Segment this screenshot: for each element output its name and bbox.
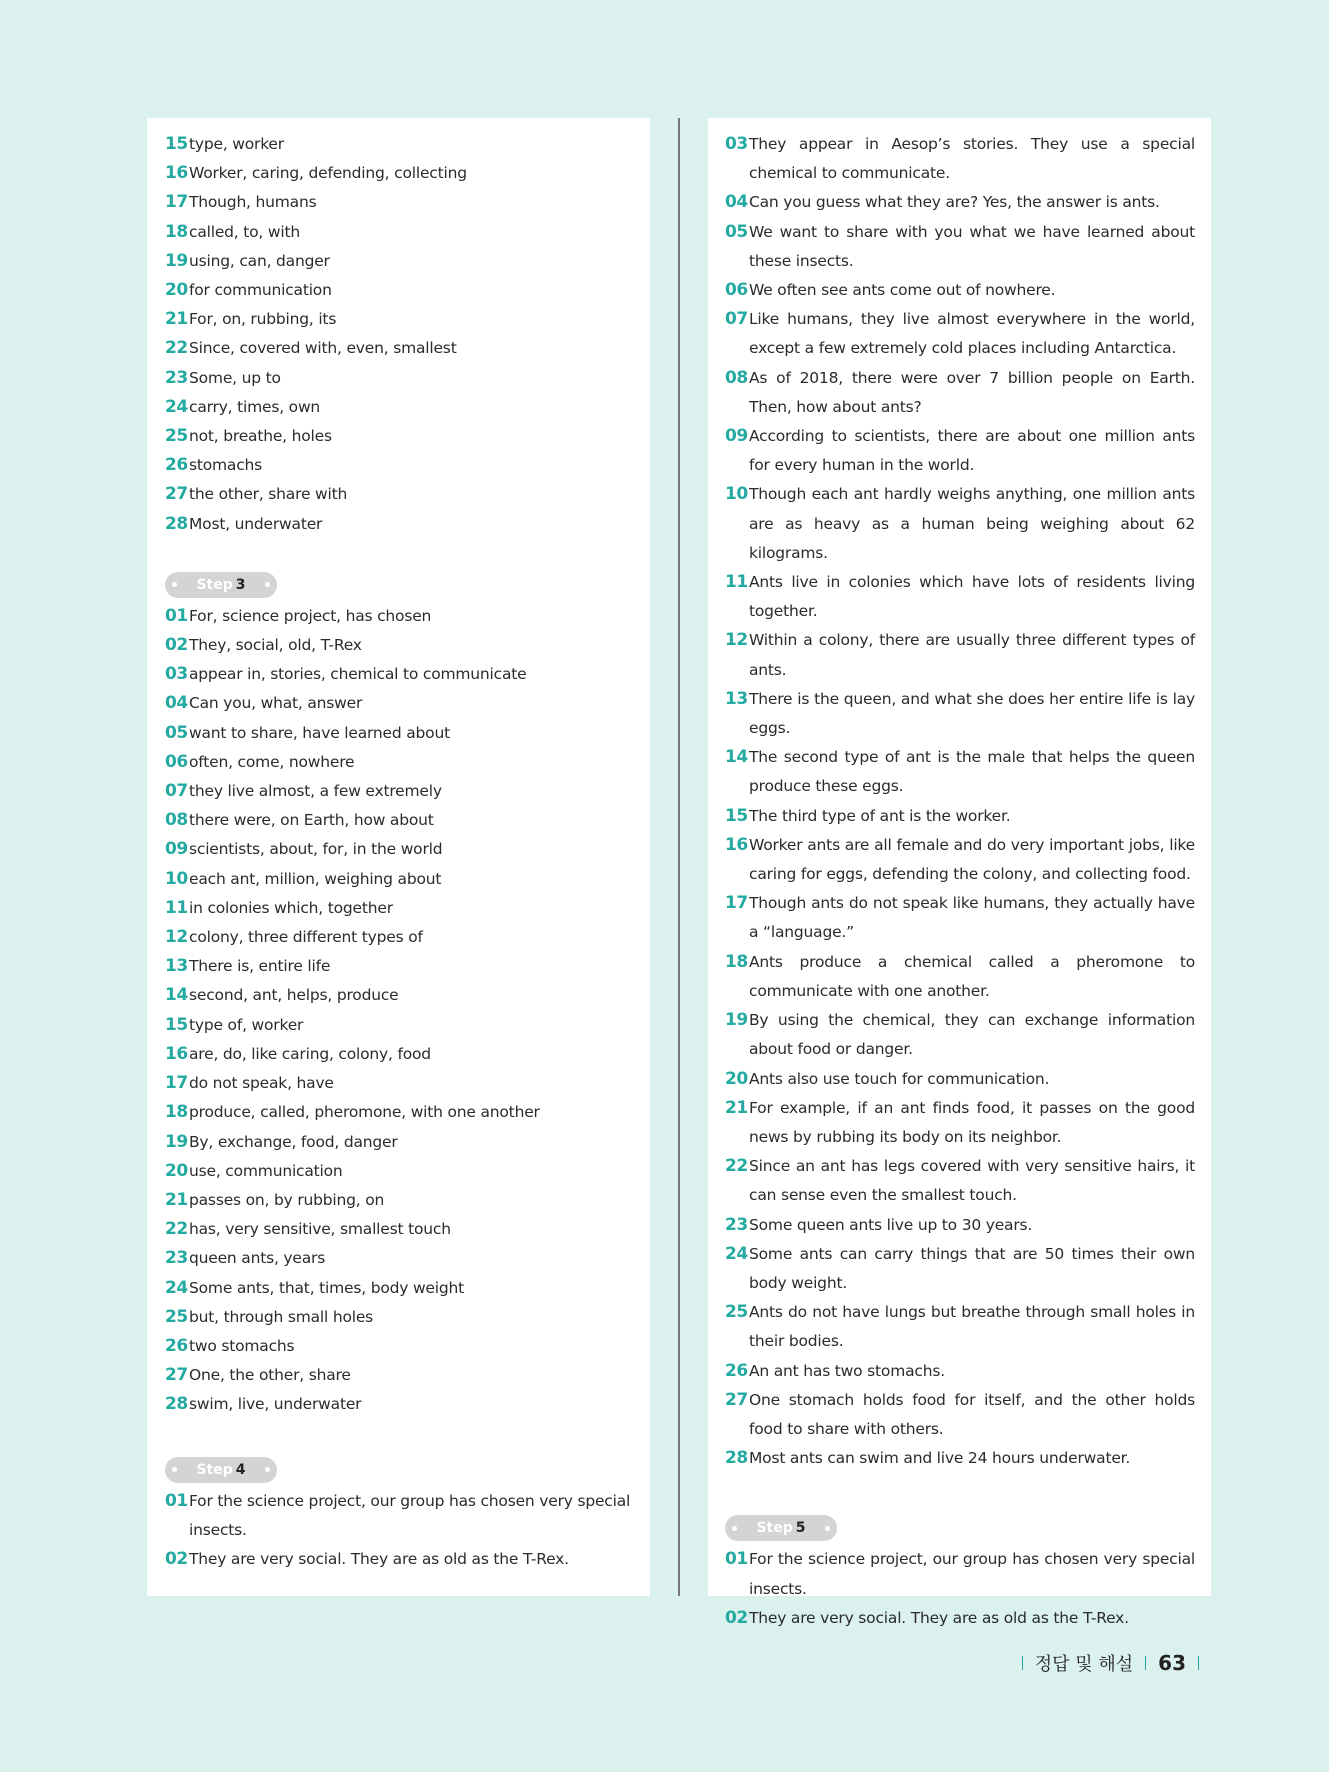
list-item	[165, 276, 634, 305]
list-item	[725, 218, 1195, 276]
item-number: 19	[165, 1131, 188, 1152]
item-number: 19	[725, 1010, 748, 1031]
list-item	[165, 748, 634, 777]
item-number: 20	[725, 1068, 748, 1089]
item-text: They appear in Aesop’s stories. They use a special chemical to communicate.	[749, 135, 1195, 183]
item-number: 01	[165, 605, 188, 626]
list-item	[725, 1545, 1195, 1603]
item-text: An ant has two stomachs.	[749, 1361, 945, 1380]
item-number: 02	[165, 635, 188, 656]
list-item	[165, 894, 634, 923]
item-text: Some queen ants live up to 30 years.	[749, 1215, 1033, 1234]
item-text: in colonies which, together	[189, 898, 393, 917]
item-text: are, do, like caring, colony, food	[189, 1044, 431, 1063]
list-item	[725, 1386, 1195, 1444]
list-item	[165, 689, 634, 718]
item-number: 12	[165, 927, 188, 948]
list-item	[165, 422, 634, 451]
item-number: 18	[725, 951, 748, 972]
list-item	[165, 981, 634, 1010]
item-text: stomachs	[189, 456, 263, 475]
item-number: 21	[165, 1189, 188, 1210]
item-text: For, science project, has chosen	[189, 606, 432, 625]
item-number: 27	[165, 484, 188, 505]
item-text: type, worker	[189, 135, 284, 153]
item-text: they live almost, a few extremely	[189, 782, 442, 801]
item-number: 13	[165, 956, 188, 977]
item-number: 21	[165, 309, 188, 330]
list-item	[165, 1487, 634, 1545]
item-text: There is, entire life	[189, 957, 331, 976]
item-number: 22	[165, 338, 188, 359]
list-item	[165, 393, 634, 422]
item-text: Since an ant has legs covered with very sensitive hairs, it can sense even the smallest touch.	[749, 1157, 1195, 1205]
list-item	[165, 923, 634, 952]
item-text: They are very social. They are as old as the T-Rex.	[189, 1549, 569, 1568]
item-text: There is the queen, and what she does her entire life is lay eggs.	[749, 689, 1195, 738]
step-number: 5	[795, 1520, 806, 1537]
list-item	[165, 865, 634, 894]
item-number: 19	[165, 250, 188, 271]
item-number: 03	[725, 134, 748, 154]
item-text: for communication	[189, 281, 332, 300]
list-item	[165, 159, 634, 188]
item-text: Most ants can swim and live 24 hours underwater.	[749, 1449, 1131, 1468]
page-footer	[1010, 1650, 1211, 1676]
item-number: 23	[725, 1214, 748, 1235]
item-number: 17	[165, 1073, 188, 1094]
item-text: Some ants can carry things that are 50 times their own body weight.	[749, 1244, 1195, 1292]
item-number: 08	[165, 810, 188, 831]
list-item	[725, 802, 1195, 831]
item-number: 26	[165, 1335, 188, 1356]
item-text: often, come, nowhere	[189, 752, 355, 771]
item-number: 15	[165, 134, 188, 154]
item-text: Ants live in colonies which have lots of residents living together.	[749, 573, 1195, 621]
item-text: appear in, stories, chemical to communicate	[189, 665, 527, 684]
list-item	[725, 568, 1195, 626]
item-text: For the science project, our group has chosen very special insects.	[749, 1550, 1195, 1598]
step-4-badge	[165, 1457, 277, 1483]
item-number: 28	[725, 1448, 748, 1469]
item-number: 10	[725, 484, 748, 505]
list-item	[165, 188, 634, 217]
step-word: Step	[756, 1520, 793, 1537]
step-3-badge	[165, 572, 277, 598]
list-item	[165, 1303, 634, 1332]
item-number: 14	[725, 747, 748, 768]
item-text: Worker ants are all female and do very important jobs, like caring for eggs, defending the colony, and collecting food.	[749, 835, 1195, 884]
list-item	[165, 130, 634, 159]
item-number: 23	[165, 1248, 188, 1269]
right-column	[708, 118, 1211, 1628]
list-item	[725, 1211, 1195, 1240]
item-number: 05	[725, 221, 748, 242]
item-number: 24	[725, 1243, 748, 1264]
item-number: 27	[165, 1365, 188, 1386]
list-item	[725, 743, 1195, 801]
item-text: each ant, million, weighing about	[189, 869, 442, 888]
item-text: We often see ants come out of nowhere.	[749, 281, 1056, 300]
left-column	[147, 118, 650, 1596]
item-text: produce, called, pheromone, with one another	[189, 1103, 540, 1122]
list-item	[165, 1011, 634, 1040]
list-item	[165, 1390, 634, 1419]
item-text: swim, live, underwater	[189, 1395, 362, 1414]
right-top-list	[725, 130, 1195, 1473]
list-item	[165, 602, 634, 631]
item-number: 07	[165, 781, 188, 802]
list-item	[165, 1157, 634, 1186]
item-number: 04	[165, 693, 188, 714]
item-number: 09	[165, 839, 188, 860]
list-item	[165, 1244, 634, 1273]
item-number: 24	[165, 396, 188, 417]
item-number: 15	[725, 805, 748, 826]
list-item	[165, 777, 634, 806]
item-text: Ants do not have lungs but breathe through small holes in their bodies.	[749, 1303, 1195, 1351]
list-item	[165, 305, 634, 334]
item-text: By, exchange, food, danger	[189, 1132, 398, 1151]
footer-section-title: 정답 및 해설	[1034, 1654, 1134, 1675]
item-number: 04	[725, 192, 748, 213]
item-number: 14	[165, 985, 188, 1006]
item-text: colony, three different types of	[189, 928, 423, 947]
item-text: the other, share with	[189, 485, 348, 504]
item-number: 15	[165, 1014, 188, 1035]
list-item	[165, 1215, 634, 1244]
item-text: Ants also use touch for communication.	[749, 1069, 1050, 1088]
step-word: Step	[196, 576, 233, 593]
list-item	[725, 130, 1195, 188]
item-text: For the science project, our group has chosen very special insects.	[189, 1491, 631, 1539]
list-item	[165, 451, 634, 480]
step-3-list	[165, 602, 634, 1420]
list-item	[165, 1332, 634, 1361]
item-number: 01	[165, 1490, 188, 1511]
column-divider	[678, 118, 680, 1596]
list-item	[165, 1040, 634, 1069]
item-number: 18	[165, 221, 188, 242]
list-item	[725, 422, 1195, 480]
list-item	[165, 510, 634, 539]
item-text: Worker, caring, defending, collecting	[189, 164, 467, 183]
list-item	[725, 1298, 1195, 1356]
list-item	[165, 952, 634, 981]
step-5-list	[725, 1545, 1195, 1633]
item-number: 25	[165, 426, 188, 447]
item-text: using, can, danger	[189, 251, 330, 270]
list-item	[725, 480, 1195, 568]
item-text: has, very sensitive, smallest touch	[189, 1220, 451, 1239]
list-item	[725, 364, 1195, 422]
item-text: One, the other, share	[189, 1366, 351, 1385]
list-item	[165, 480, 634, 509]
item-number: 10	[165, 868, 188, 889]
list-item	[725, 1604, 1195, 1633]
list-item	[725, 1094, 1195, 1152]
step-5-badge	[725, 1515, 837, 1541]
item-text: We want to share with you what we have learned about these insects.	[749, 222, 1195, 270]
list-item	[165, 1069, 634, 1098]
list-item	[165, 1186, 634, 1215]
footer-divider	[1022, 1656, 1023, 1670]
item-text: Can you, what, answer	[189, 694, 363, 713]
item-text: Most, underwater	[189, 514, 323, 533]
item-number: 25	[165, 1306, 188, 1327]
list-item	[165, 1128, 634, 1157]
item-number: 26	[165, 455, 188, 476]
item-text: not, breathe, holes	[189, 427, 332, 446]
item-number: 08	[725, 367, 748, 388]
item-text: Though ants do not speak like humans, they actually have a “language.”	[749, 894, 1195, 942]
item-number: 17	[165, 192, 188, 213]
item-text: According to scientists, there are about one million ants for every human in the world.	[749, 427, 1195, 475]
list-item	[165, 719, 634, 748]
item-number: 13	[725, 688, 748, 709]
list-item	[725, 1152, 1195, 1210]
item-number: 18	[165, 1102, 188, 1123]
item-text: Though each ant hardly weighs anything, one million ants are as heavy as a human being weighing about 62 kilograms.	[749, 485, 1195, 562]
list-item	[165, 364, 634, 393]
item-text: called, to, with	[189, 222, 300, 241]
list-item	[725, 1006, 1195, 1064]
item-text: Can you guess what they are? Yes, the answer is ants.	[749, 193, 1160, 212]
item-text: there were, on Earth, how about	[189, 811, 434, 830]
item-number: 07	[725, 309, 748, 330]
step-word: Step	[196, 1461, 233, 1478]
item-text: Some ants, that, times, body weight	[189, 1278, 465, 1297]
item-text: two stomachs	[189, 1336, 295, 1355]
item-number: 05	[165, 722, 188, 743]
item-number: 27	[725, 1389, 748, 1410]
left-top-list	[165, 130, 634, 539]
list-item	[165, 247, 634, 276]
item-number: 12	[725, 630, 748, 651]
list-item	[725, 626, 1195, 684]
footer-divider	[1198, 1656, 1199, 1670]
item-text: Some, up to	[189, 368, 281, 387]
item-text: By using the chemical, they can exchange information about food or danger.	[749, 1011, 1195, 1059]
step-4-list	[165, 1487, 634, 1575]
item-number: 01	[725, 1549, 748, 1570]
list-item	[165, 806, 634, 835]
item-number: 11	[165, 897, 188, 918]
item-text: Though, humans	[189, 193, 317, 212]
item-text: The second type of ant is the male that helps the queen produce these eggs.	[749, 748, 1195, 796]
list-item	[725, 948, 1195, 1006]
list-item	[725, 1065, 1195, 1094]
item-number: 24	[165, 1277, 188, 1298]
item-text: They, social, old, T-Rex	[189, 636, 362, 655]
list-item	[725, 889, 1195, 947]
item-number: 23	[165, 367, 188, 388]
item-number: 02	[725, 1607, 748, 1628]
item-number: 22	[165, 1219, 188, 1240]
list-item	[165, 1098, 634, 1127]
item-text: want to share, have learned about	[189, 723, 450, 742]
item-number: 21	[725, 1097, 748, 1118]
footer-divider	[1145, 1656, 1146, 1670]
item-text: Within a colony, there are usually three different types of ants.	[749, 631, 1195, 679]
item-text: Like humans, they live almost everywhere in the world, except a few extremely cold places including Antarctica.	[749, 310, 1195, 358]
item-text: second, ant, helps, produce	[189, 986, 399, 1005]
item-number: 11	[725, 572, 748, 593]
list-item	[725, 276, 1195, 305]
item-text: carry, times, own	[189, 397, 321, 416]
item-number: 06	[165, 751, 188, 772]
item-text: Ants produce a chemical called a pheromone to communicate with one another.	[749, 952, 1195, 1000]
list-item	[165, 1545, 634, 1574]
item-text: scientists, about, for, in the world	[189, 840, 443, 859]
item-text: Since, covered with, even, smallest	[189, 339, 457, 358]
list-item	[165, 1274, 634, 1303]
item-text: The third type of ant is the worker.	[749, 806, 1011, 825]
list-item	[165, 835, 634, 864]
list-item	[165, 334, 634, 363]
item-number: 25	[725, 1302, 748, 1323]
item-text: For, on, rubbing, its	[189, 310, 337, 329]
list-item	[725, 1240, 1195, 1298]
item-text: passes on, by rubbing, on	[189, 1190, 385, 1209]
item-number: 16	[165, 1043, 188, 1064]
item-text: use, communication	[189, 1161, 343, 1180]
item-text: type of, worker	[189, 1015, 304, 1034]
list-item	[725, 1357, 1195, 1386]
item-number: 17	[725, 893, 748, 914]
item-number: 06	[725, 280, 748, 301]
item-number: 02	[165, 1548, 188, 1569]
item-number: 09	[725, 426, 748, 447]
step-number: 4	[235, 1461, 246, 1478]
item-number: 22	[725, 1156, 748, 1177]
page-number: 63	[1158, 1651, 1186, 1675]
list-item	[165, 631, 634, 660]
item-text: One stomach holds food for itself, and the other holds food to share with others.	[749, 1390, 1195, 1438]
item-text: but, through small holes	[189, 1307, 374, 1326]
item-number: 20	[165, 1160, 188, 1181]
step-number: 3	[235, 576, 246, 593]
item-number: 20	[165, 280, 188, 301]
list-item	[725, 685, 1195, 743]
item-text: do not speak, have	[189, 1074, 334, 1093]
item-text: As of 2018, there were over 7 billion people on Earth. Then, how about ants?	[749, 368, 1195, 416]
item-text: For example, if an ant finds food, it passes on the good news by rubbing its body on its neighbor.	[749, 1098, 1195, 1146]
list-item	[165, 218, 634, 247]
list-item	[725, 1444, 1195, 1473]
item-number: 28	[165, 1394, 188, 1415]
item-text: They are very social. They are as old as the T-Rex.	[749, 1608, 1129, 1627]
list-item	[165, 1361, 634, 1390]
item-number: 16	[165, 163, 188, 184]
list-item	[725, 831, 1195, 889]
item-number: 26	[725, 1360, 748, 1381]
list-item	[165, 660, 634, 689]
list-item	[725, 188, 1195, 217]
item-number: 16	[725, 834, 748, 855]
item-number: 03	[165, 664, 188, 685]
item-number: 28	[165, 513, 188, 534]
list-item	[725, 305, 1195, 363]
item-text: queen ants, years	[189, 1249, 326, 1268]
